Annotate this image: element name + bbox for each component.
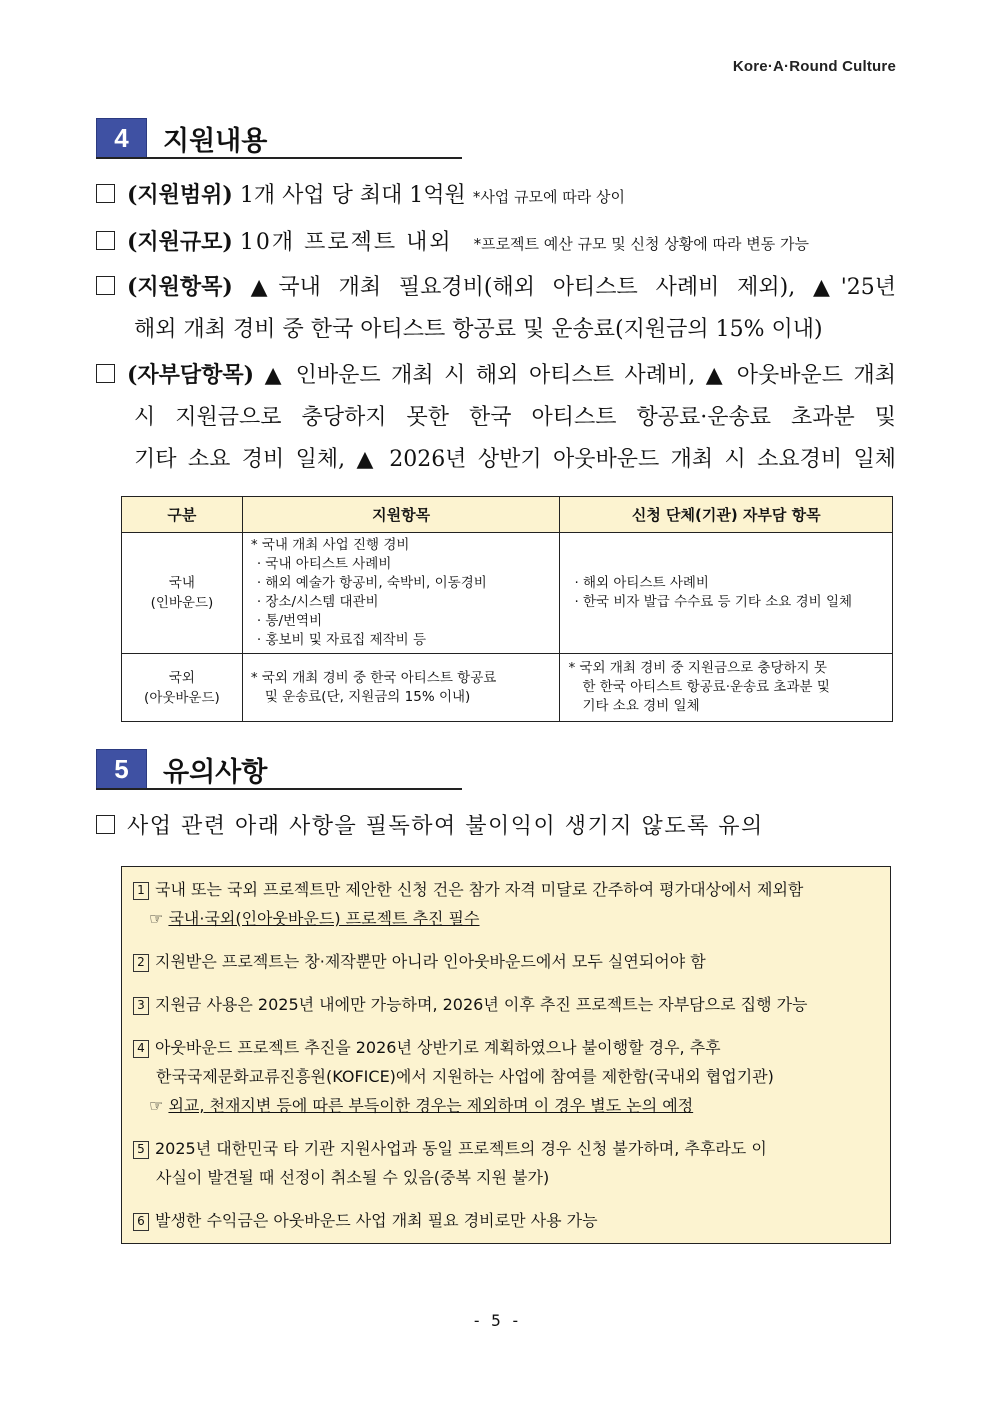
checkbox-icon: [96, 184, 115, 203]
bullet-self-burden: [96, 354, 896, 481]
notice-text: 2025년 대한민국 타 기관 지원사업과 동일 프로젝트의 경우 신청 불가하며, 추후라도 이: [155, 1139, 767, 1158]
section-5-number: 5: [96, 749, 147, 789]
category-sub: (아웃바운드): [144, 689, 220, 706]
support-item: · 통/번역비: [256, 613, 323, 629]
table-header: 구분: [122, 497, 243, 533]
bullet-text: 1개 사업 당 최대 1억원: [239, 183, 466, 208]
notice-text: 사실이 발견될 때 선정이 취소될 수 있음(중복 지원 불가): [156, 1168, 550, 1187]
number-box: 5: [133, 1141, 149, 1159]
support-title: * 국내 개최 사업 진행 경비: [250, 537, 410, 553]
notice-sub: 외교, 천재지변 등에 따른 부득이한 경우는 제외하며 이 경우 별도 논의 예정: [168, 1096, 694, 1115]
bullet-line1: ▲국내 개최 필요경비(해외 아티스트 사례비 제외), ▲'25년: [250, 275, 896, 300]
support-table: [121, 496, 893, 722]
notice-text: 지원금 사용은 2025년 내에만 가능하며, 2026년 이후 추진 프로젝트는 자부담으로 집행 가능: [155, 995, 808, 1014]
bullet-line1: ▲ 인바운드 개최 시 해외 아티스트 사례비, ▲ 아웃바운드 개최: [264, 363, 896, 388]
bullet-note: *프로젝트 예산 규모 및 신청 상황에 따라 변동 가능: [473, 235, 810, 253]
category-label: 국외: [168, 669, 195, 686]
bullet-notice-intro: [96, 806, 896, 848]
checkbox-icon: [96, 364, 115, 383]
bullet-support-scale: [96, 221, 896, 265]
bullet-label: (지원범위): [127, 182, 233, 208]
brand-logo: Kore·A·Round Culture: [732, 58, 896, 75]
support-item: · 홍보비 및 자료집 제작비 등: [256, 632, 427, 648]
section-4-heading: [96, 118, 267, 158]
support-line: * 국외 개최 경비 중 한국 아티스트 항공료: [250, 669, 497, 686]
notice-box: [121, 866, 891, 1244]
section-4-title: 지원내용: [163, 125, 268, 157]
self-item: · 해외 아티스트 사례비: [574, 575, 709, 591]
self-line: 기타 소요 경비 일체: [582, 698, 700, 714]
notice-item-2: [133, 947, 883, 976]
bullet-support-items: [96, 266, 896, 351]
bullet-text: 10개 프로젝트 내외: [239, 230, 453, 255]
bullet-note: *사업 규모에 따라 상이: [472, 188, 626, 206]
table-header-row: [122, 497, 893, 533]
support-item: · 장소/시스템 대관비: [256, 594, 379, 610]
bullet-text: 사업 관련 아래 사항을 필독하여 불이익이 생기지 않도록 유의: [127, 814, 764, 839]
bullet-line3: 기타 소요 경비 일체, ▲ 2026년 상반기 아웃바운드 개최 시 소요경비 일체: [134, 447, 896, 472]
support-items-cell: [242, 654, 560, 722]
page-number: - 5 -: [471, 1311, 521, 1330]
bullet-line2: 시 지원금으로 충당하지 못한 한국 아티스트 항공료·운송료 초과분 및: [134, 405, 896, 430]
section-4-number: 4: [96, 118, 147, 158]
number-box: 3: [133, 997, 149, 1015]
number-box: 1: [133, 882, 149, 900]
self-line: * 국외 개최 경비 중 지원금으로 충당하지 못: [568, 660, 827, 676]
pointing-hand-icon: ☞: [149, 909, 169, 928]
checkbox-icon: [96, 815, 115, 834]
category-sub: (인바운드): [150, 595, 214, 611]
table-category-cell: [122, 654, 243, 722]
bullet-label: (지원규모): [127, 229, 233, 255]
notice-text: 지원받은 프로젝트는 창·제작뿐만 아니라 인아웃바운드에서 모두 실연되어야 함: [155, 952, 706, 971]
checkbox-icon: [96, 231, 115, 250]
notice-item-1: [133, 875, 883, 933]
number-box: 4: [133, 1040, 149, 1058]
notice-item-4: [133, 1033, 883, 1120]
support-items-cell: [242, 533, 560, 654]
section-5-underline: [96, 788, 462, 790]
notice-text: 국내 또는 국외 프로젝트만 제안한 신청 건은 참가 자격 미달로 간주하여 평가대상에서 제외함: [155, 880, 804, 899]
notice-item-5: [133, 1134, 883, 1192]
notice-text: 한국국제문화교류진흥원(KOFICE)에서 지원하는 사업에 참여를 제한함(국내외 협업기관): [156, 1067, 774, 1086]
support-item: · 해외 예술가 항공비, 숙박비, 이동경비: [256, 575, 487, 591]
section-5-title: 유의사항: [163, 756, 268, 788]
self-burden-cell: [560, 654, 893, 722]
notice-item-3: [133, 990, 883, 1019]
self-line: 한 한국 아티스트 항공료·운송료 초과분 및: [582, 679, 830, 695]
table-row: [122, 654, 893, 722]
bullet-label: (지원항목): [127, 274, 233, 300]
support-item: · 국내 아티스트 사례비: [256, 556, 392, 572]
notice-item-6: [133, 1206, 883, 1235]
section-5-heading: [96, 749, 267, 789]
bullet-line2: 해외 개최 경비 중 한국 아티스트 항공료 및 운송료(지원금의 15% 이내): [134, 317, 823, 342]
number-box: 2: [133, 954, 149, 972]
number-box: 6: [133, 1213, 149, 1231]
table-category-cell: [122, 533, 243, 654]
support-line: 및 운송료(단, 지원금의 15% 이내): [264, 688, 471, 705]
self-burden-cell: [560, 533, 893, 654]
table-header: 지원항목: [242, 497, 560, 533]
bullet-label: (자부담항목): [127, 362, 255, 388]
notice-sub: 국내·국외(인아웃바운드) 프로젝트 추진 필수: [168, 909, 480, 928]
table-row: [122, 533, 893, 654]
notice-text: 아웃바운드 프로젝트 추진을 2026년 상반기로 계획하였으나 불이행할 경우, 추후: [155, 1038, 721, 1057]
checkbox-icon: [96, 276, 115, 295]
bullet-support-range: [96, 174, 896, 218]
pointing-hand-icon: ☞: [149, 1096, 169, 1115]
table-header: 신청 단체(기관) 자부담 항목: [560, 497, 893, 533]
section-4-underline: [96, 157, 462, 159]
category-label: 국내: [168, 575, 195, 591]
notice-text: 발생한 수익금은 아웃바운드 사업 개최 필요 경비로만 사용 가능: [155, 1211, 598, 1230]
self-item: · 한국 비자 발급 수수료 등 기타 소요 경비 일체: [574, 594, 853, 610]
